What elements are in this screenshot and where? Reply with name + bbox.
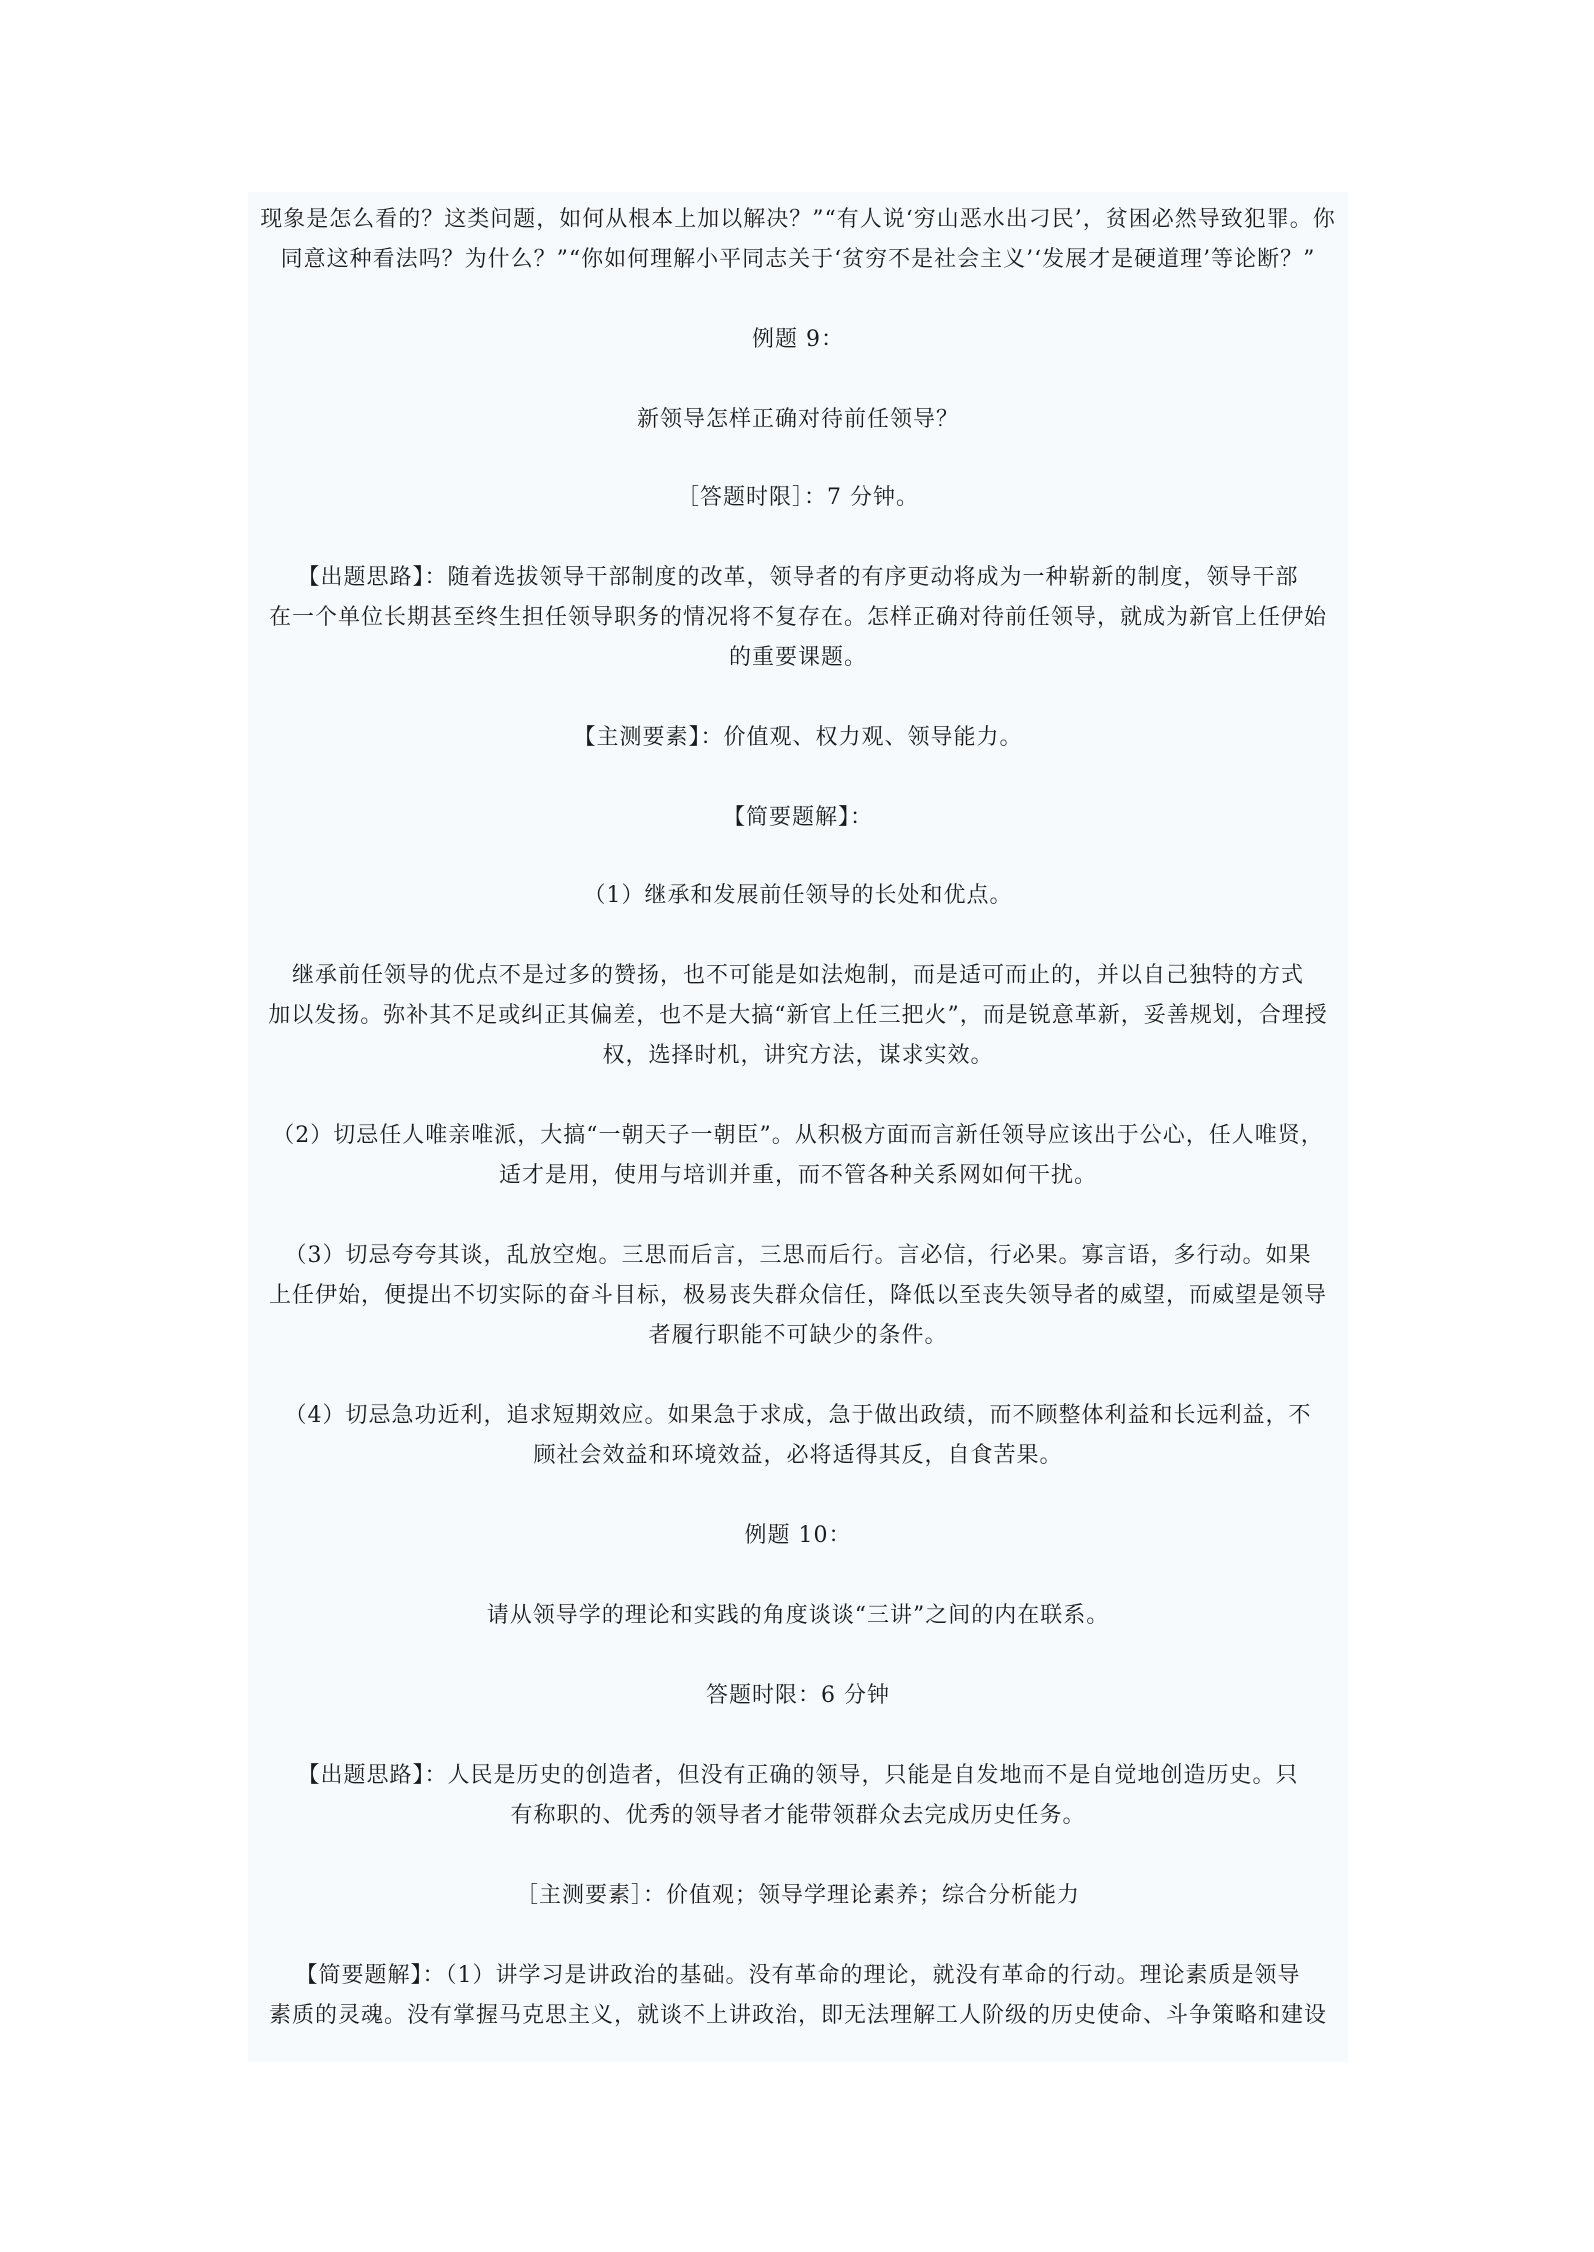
- example9-point2: [248, 1116, 1348, 1196]
- example9-point1-title: [248, 876, 1348, 916]
- example10-question: [248, 1596, 1348, 1636]
- example9-test-elements: [248, 718, 1348, 758]
- example9-point1-body: [248, 956, 1348, 1076]
- intro-paragraph: [248, 200, 1348, 280]
- text-line: （4）切忌急功近利，追求短期效应。如果急于求成，急于做出政绩，而不顾整体利益和长远利益，不: [284, 1403, 1312, 1428]
- text-line: 答题时限：6 分钟: [706, 1683, 890, 1708]
- text-line: 加以发扬。弥补其不足或纠正其偏差，也不是大搞“新官上任三把火”，而是锐意革新，妥善规划，合理授: [268, 1003, 1328, 1028]
- text-line: ［答题时限］：7 分钟。: [677, 485, 919, 510]
- example9-time-limit: [248, 478, 1348, 518]
- text-line: 【简要题解】：（1）讲学习是讲政治的基础。没有革命的理论，就没有革命的行动。理论素质是领导: [295, 1963, 1301, 1988]
- text-line: 顾社会效益和环境效益，必将适得其反，自食苦果。: [533, 1443, 1063, 1468]
- example9-point3: [248, 1236, 1348, 1356]
- example10-test-elements: [248, 1876, 1348, 1916]
- text-line: 【简要题解】：: [722, 805, 873, 830]
- text-line: 继承前任领导的优点不是过多的赞扬，也不可能是如法炮制，而是适可而止的，并以自己独特的方式: [291, 963, 1304, 988]
- text-line: 现象是怎么看的？这类问题，如何从根本上加以解决？”“有人说‘穷山恶水出刁民’，贫困必然导致犯罪。你: [260, 207, 1336, 232]
- text-line: ［主测要素］：价值观；领导学理论素养；综合分析能力: [515, 1883, 1080, 1908]
- text-line: 【出题思路】：随着选拔领导干部制度的改革，领导者的有序更动将成为一种崭新的制度，领导干部: [297, 565, 1299, 590]
- text-line: 例题 10：: [744, 1523, 852, 1548]
- example10-time-limit: [248, 1676, 1348, 1716]
- text-line: 【主测要素】：价值观、权力观、领导能力。: [573, 725, 1023, 750]
- example9-question: [248, 400, 1348, 440]
- text-line: （1）继承和发展前任领导的长处和优点。: [583, 883, 1013, 908]
- text-line: 素质的灵魂。没有掌握马克思主义，就谈不上讲政治，即无法理解工人阶级的历史使命、斗争策略和建设: [268, 2003, 1327, 2028]
- text-line: 请从领导学的理论和实践的角度谈谈“三讲”之间的内在联系。: [486, 1603, 1110, 1628]
- text-line: 新领导怎样正确对待前任领导？: [636, 407, 959, 432]
- text-line: 的重要课题。: [728, 645, 867, 670]
- text-line: 例题 9：: [752, 327, 844, 352]
- text-line: （3）切忌夸夸其谈，乱放空炮。三思而后言，三思而后行。言必信，行必果。寡言语，多行动。如果: [284, 1243, 1312, 1268]
- example9-thinking: [248, 558, 1348, 678]
- text-line: 【出题思路】：人民是历史的创造者，但没有正确的领导，只能是自发地而不是自觉地创造历史。只: [297, 1763, 1299, 1788]
- text-line: 适才是用，使用与培训并重，而不管各种关系网如何干扰。: [498, 1163, 1097, 1188]
- example9-point4: [248, 1396, 1348, 1476]
- example9-brief-answer: [248, 798, 1348, 838]
- text-line: 权，选择时机，讲究方法，谋求实效。: [602, 1043, 994, 1068]
- text-line: 者履行职能不可缺少的条件。: [648, 1323, 948, 1348]
- text-line: 上任伊始，便提出不切实际的奋斗目标，极易丧失群众信任，降低以至丧失领导者的威望，而威望是领导: [268, 1283, 1327, 1308]
- text-line: 有称职的、优秀的领导者才能带领群众去完成历史任务。: [510, 1803, 1086, 1828]
- text-line: 在一个单位长期甚至终生担任领导职务的情况将不复存在。怎样正确对待前任领导，就成为新官上任伊始: [268, 605, 1327, 630]
- example10-heading: [248, 1516, 1348, 1556]
- example10-thinking: [248, 1756, 1348, 1836]
- text-line: （2）切忌任人唯亲唯派，大搞“一朝天子一朝臣”。从积极方面而言新任领导应该出于公心，任人唯贤，: [272, 1123, 1324, 1148]
- example10-brief-answer: [248, 1956, 1348, 2036]
- text-line: 同意这种看法吗？为什么？”“你如何理解小平同志关于‘贫穷不是社会主义’‘发展才是硬道理’等论断？”: [280, 247, 1316, 272]
- example9-heading: [248, 320, 1348, 360]
